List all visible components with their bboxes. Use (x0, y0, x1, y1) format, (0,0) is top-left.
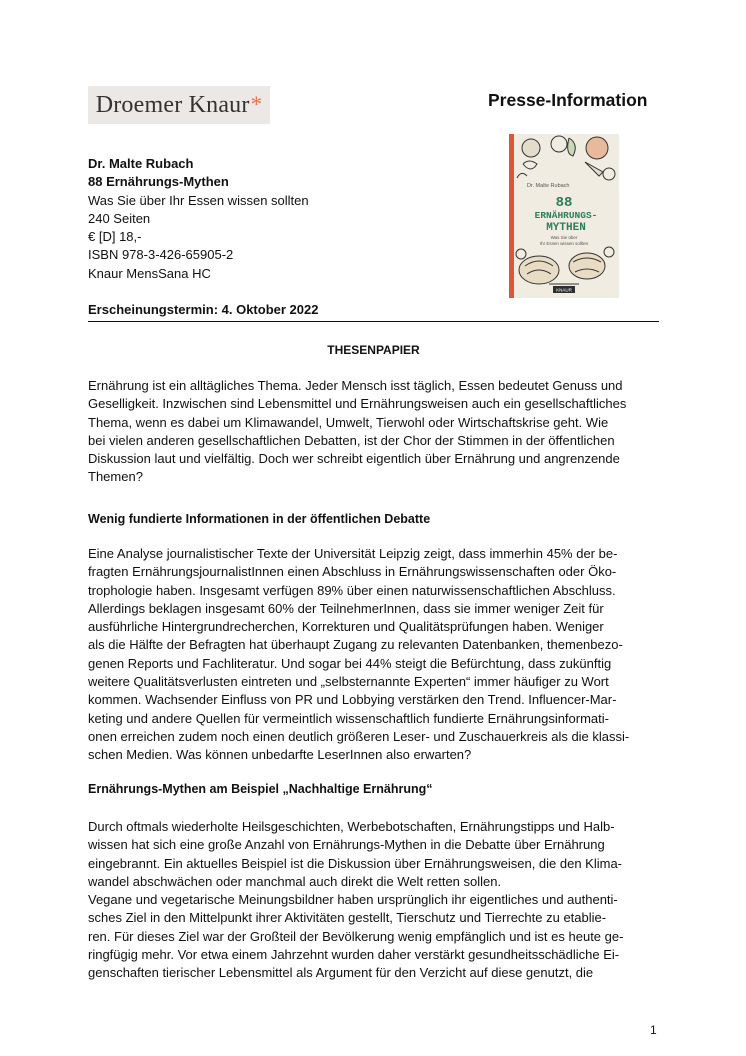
paragraph-line: genen Reports und Fachliteratur. Und sogar bei 44% steigt die Befürchtung, dass zukünftig (88, 655, 612, 671)
paragraph-line: Thema, wenn es dabei um Klimawandel, Umwelt, Tierwohl oder Wirtschaftskrise geht. Wie (88, 414, 609, 430)
divider (88, 321, 659, 322)
book-title: 88 Ernährungs-Mythen (88, 174, 229, 190)
paragraph-line: trophologie haben. Insgesamt verfügen 89% über einen naturwissenschaftlichen Abschluss. (88, 582, 616, 598)
publisher-name: Droemer Knaur (95, 91, 250, 118)
paragraph-line: Geselligkeit. Inzwischen sind Lebensmittel und Ernährungsweisen auch ein gesellschaftliches (88, 396, 627, 412)
cover-subtitle-2: Ihr Essen wissen sollten (539, 241, 589, 246)
paragraph-line: fragten ErnährungsjournalistInnen einen Abschluss in Ernährungswissenschaften oder Öko- (88, 564, 617, 580)
cover-spine-accent (509, 134, 514, 298)
cover-title-1: ERNÄHRUNGS- (534, 210, 598, 221)
paragraph-line: bei vielen anderen gesellschaftlichen Debatten, ist der Chor der Stimmen in der öffentlichen (88, 432, 615, 448)
page-number: 1 (650, 1023, 657, 1037)
paragraph-line: Eine Analyse journalistischer Texte der Universität Leipzig zeigt, dass immerhin 45% der be- (88, 546, 618, 561)
paragraph-line: weitere Qualitätsverlusten eintreten und „selbsternannte Experten“ immer häufiger zu Wort (88, 674, 609, 690)
paragraph-line: sches Ziel in den Mittelpunkt ihrer Aktivitäten gestellt, Tierschutz und Tierrechte zu etablie- (88, 910, 607, 926)
paragraph-line: onen erreichen zudem noch einen deutlich größeren Leser- und Zuschauerkreis als die klassi- (88, 728, 630, 744)
book-author: Dr. Malte Rubach (88, 156, 194, 171)
intro-paragraph (88, 377, 659, 487)
document-type: Presse-Information (488, 90, 648, 110)
section-paragraph (88, 818, 659, 983)
book-isbn: ISBN 978-3-426-65905-2 (88, 247, 234, 263)
paragraph-line: ausführliche Hintergrundrecherchen, Korrekturen und Qualitätsprüfungen haben. Weniger (88, 619, 604, 635)
page-title: THESENPAPIER (327, 343, 420, 357)
section-heading: Ernährungs-Mythen am Beispiel „Nachhaltige Ernährung“ (88, 782, 433, 796)
paragraph-line: Themen? (88, 469, 143, 485)
paragraph-line: wissen hat sich eine große Anzahl von Ernährungs-Mythen in die Debatte über Ernährung (88, 837, 605, 853)
paragraph-line: Diskussion laut und vielfältig. Doch wer schreibt eigentlich über Ernährung und angrenzende (88, 451, 620, 467)
book-metadata (88, 155, 309, 283)
paragraph-line: schen Medien. Was können unbedarfte LeserInnen also erwarten? (88, 747, 472, 763)
book-pages: 240 Seiten (88, 210, 151, 226)
cover-author: Dr. Malte Rubach (527, 183, 570, 189)
paragraph-line: Vegane und vegetarische Meinungsbildner haben ursprünglich ihr eigentliches und authenti- (88, 892, 618, 908)
paragraph-line: kommen. Wachsender Einfluss von PR und Lobbying verstärken den Trend. Influencer-Mar- (88, 692, 617, 708)
paragraph-line: Durch oftmals wiederholte Heilsgeschichten, Werbebotschaften, Ernährungstipps und Halb- (88, 819, 615, 834)
cover-title-2: MYTHEN (546, 222, 586, 234)
paragraph-line: Allerdings beklagen insgesamt 60% der TeilnehmerInnen, dass sie immer weniger Zeit für (88, 600, 604, 616)
paragraph-line: eingebrannt. Ein aktuelles Beispiel ist die Diskussion über Ernährungsweisen, die den Klima- (88, 855, 623, 871)
paragraph-line: keting und andere Quellen für vermeintlich wissenschaftlich fundierte Ernährungsinformati- (88, 710, 609, 726)
section-paragraph (88, 545, 659, 765)
paragraph-line: genschaften tierischer Lebensmittel als Argument für den Verzicht auf diese genutzt, die (88, 965, 594, 981)
cover-number: 88 (555, 195, 573, 211)
cover-subtitle-1: Was Sie über (550, 235, 578, 240)
paragraph-line: ringfügig mehr. Vor etwa einem Jahrzehnt wurden daher verstärkt gesundheitsschädliche Ei- (88, 947, 620, 963)
book-series: Knaur MensSana HC (88, 265, 211, 281)
book-subtitle: Was Sie über Ihr Essen wissen sollten (88, 192, 309, 208)
publisher-logo (88, 86, 270, 124)
release-date: Erscheinungstermin: 4. Oktober 2022 (88, 302, 319, 317)
logo-star-icon: * (250, 92, 263, 117)
book-price: € [D] 18,- (88, 229, 142, 245)
paragraph-line: Ernährung ist ein alltägliches Thema. Jeder Mensch isst täglich, Essen bedeutet Genuss und (88, 378, 623, 393)
section-heading: Wenig fundierte Informationen in der öffentlichen Debatte (88, 512, 431, 526)
paragraph-line: ren. Für dieses Ziel war der Großteil der Bevölkerung wenig empfänglich und ist es heute ge- (88, 928, 624, 944)
cover-publisher: KNAUR (556, 287, 572, 293)
paragraph-line: als die Hälfte der Befragten hat überhaupt Zugang zu relevanten Datenbanken, themenbezo- (88, 637, 623, 653)
paragraph-line: wandel abschwächen oder manchmal auch direkt die Welt retten sollen. (88, 873, 502, 889)
book-cover-image (509, 134, 619, 298)
